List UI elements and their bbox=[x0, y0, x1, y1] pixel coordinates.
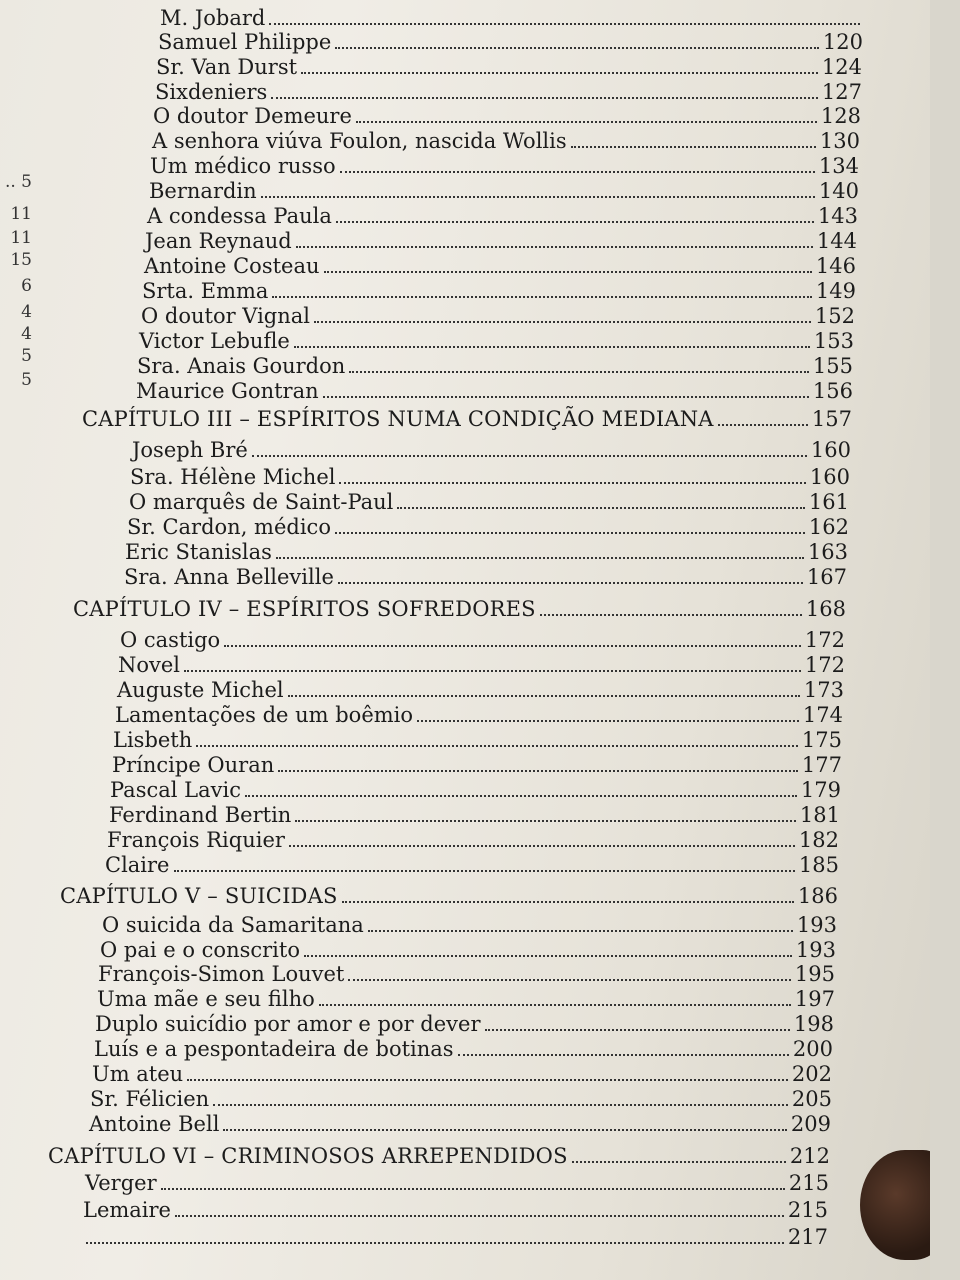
chapter-title: CAPÍTULO V – SUICIDAS bbox=[60, 884, 338, 908]
page-number: 127 bbox=[821, 80, 862, 104]
entry-title: O suicida da Samaritana bbox=[102, 913, 364, 937]
toc-entry-row bbox=[152, 129, 860, 153]
page-number: 186 bbox=[797, 884, 838, 908]
page-number: 149 bbox=[815, 279, 856, 303]
entry-title: Príncipe Ouran bbox=[112, 753, 275, 777]
dot-leader bbox=[161, 1188, 785, 1190]
page-number: 167 bbox=[806, 565, 847, 589]
dot-leader bbox=[278, 770, 798, 772]
dot-leader bbox=[540, 614, 802, 616]
dot-leader bbox=[289, 845, 795, 847]
page-number: 193 bbox=[796, 913, 837, 937]
entry-title: Sixdeniers bbox=[155, 80, 268, 104]
page-number: 128 bbox=[820, 104, 861, 128]
margin-page-number: 5 bbox=[21, 346, 32, 366]
page-number: 179 bbox=[800, 778, 841, 802]
toc-entry-row bbox=[145, 229, 857, 253]
page-number: 153 bbox=[813, 329, 854, 353]
toc-entry-row bbox=[85, 1171, 829, 1195]
toc-entry-row bbox=[125, 540, 848, 564]
dot-leader bbox=[261, 196, 815, 198]
dot-leader bbox=[245, 795, 797, 797]
dot-leader bbox=[417, 720, 799, 722]
dot-leader bbox=[572, 1161, 786, 1163]
page-number: 215 bbox=[788, 1171, 829, 1195]
entry-title: Sra. Anna Belleville bbox=[124, 565, 334, 589]
page-number: 156 bbox=[812, 379, 853, 403]
entry-title: François Riquier bbox=[107, 828, 285, 852]
entry-title: Sra. Hélène Michel bbox=[130, 465, 336, 489]
toc-entry-row bbox=[156, 55, 862, 79]
page-number: 155 bbox=[812, 354, 853, 378]
page-number: 162 bbox=[808, 515, 849, 539]
dot-leader bbox=[304, 955, 792, 957]
page-number: 120 bbox=[822, 30, 863, 54]
thumb-in-frame bbox=[860, 1150, 930, 1260]
toc-entry-row bbox=[90, 1087, 832, 1111]
entry-title: Uma mãe e seu filho bbox=[97, 987, 315, 1011]
toc-entry-row bbox=[109, 803, 840, 827]
entry-title: Sra. Anais Gourdon bbox=[137, 354, 346, 378]
page-number: 152 bbox=[814, 304, 855, 328]
entry-title: O marquês de Saint-Paul bbox=[129, 490, 394, 514]
chapter-title: CAPÍTULO VI – CRIMINOSOS ARREPENDIDOS bbox=[48, 1144, 568, 1168]
toc-entry-row bbox=[141, 304, 855, 328]
toc-entry-row bbox=[139, 329, 854, 353]
toc-entry-row bbox=[130, 465, 850, 489]
toc-chapter-row bbox=[73, 597, 846, 621]
entry-title: Um médico russo bbox=[150, 154, 336, 178]
entry-title: Antoine Costeau bbox=[144, 254, 320, 278]
toc-entry-row bbox=[100, 938, 836, 962]
toc-entry-row bbox=[155, 80, 862, 104]
page-number: 195 bbox=[794, 962, 835, 986]
toc-entry-row bbox=[83, 1198, 828, 1222]
page-number: 163 bbox=[807, 540, 848, 564]
dot-leader bbox=[269, 23, 860, 25]
toc-entry-row bbox=[118, 653, 845, 677]
entry-title: Novel bbox=[118, 653, 181, 677]
dot-leader bbox=[349, 371, 809, 373]
toc-entry-row bbox=[92, 1062, 832, 1086]
margin-page-number: 11 bbox=[10, 204, 32, 224]
entry-title: Samuel Philippe bbox=[158, 30, 332, 54]
toc-entry-row bbox=[115, 703, 843, 727]
dot-leader bbox=[368, 930, 793, 932]
page-number: 202 bbox=[791, 1062, 832, 1086]
margin-page-number: 5 bbox=[21, 370, 32, 390]
dot-leader bbox=[288, 695, 800, 697]
entry-title: Antoine Bell bbox=[89, 1112, 220, 1136]
dot-leader bbox=[314, 321, 811, 323]
dot-leader bbox=[319, 1004, 791, 1006]
page-number: 174 bbox=[802, 703, 843, 727]
page-number: 157 bbox=[811, 407, 852, 431]
dot-leader bbox=[213, 1104, 788, 1106]
toc-entry-row bbox=[110, 778, 841, 802]
page-number: 215 bbox=[787, 1198, 828, 1222]
entry-title: Verger bbox=[85, 1171, 157, 1195]
page-number: 144 bbox=[816, 229, 857, 253]
margin-page-number: 11 bbox=[10, 228, 32, 248]
dot-leader bbox=[397, 507, 805, 509]
page-number: 175 bbox=[801, 728, 842, 752]
entry-title: A condessa Paula bbox=[147, 204, 332, 228]
toc-entry-row bbox=[89, 1112, 831, 1136]
toc-entry-row bbox=[107, 828, 839, 852]
page-number: 173 bbox=[803, 678, 844, 702]
page-number: 160 bbox=[809, 465, 850, 489]
entry-title: A senhora viúva Foulon, nascida Wollis bbox=[152, 129, 567, 153]
entry-title: O castigo bbox=[120, 628, 221, 652]
entry-title: Sr. Félicien bbox=[90, 1087, 210, 1111]
entry-title: Lamentações de um boêmio bbox=[115, 703, 414, 727]
dot-leader bbox=[224, 645, 801, 647]
toc-entry-row bbox=[95, 1012, 834, 1036]
page-number: 146 bbox=[815, 254, 856, 278]
dot-leader bbox=[323, 396, 809, 398]
toc-entry-row bbox=[82, 1225, 828, 1249]
page-number: 134 bbox=[818, 154, 859, 178]
toc-entry-row bbox=[94, 1037, 833, 1061]
dot-leader bbox=[86, 1242, 784, 1244]
entry-title: Um ateu bbox=[92, 1062, 184, 1086]
toc-entry-row bbox=[112, 753, 842, 777]
toc-entry-row bbox=[137, 354, 853, 378]
page-number: 217 bbox=[787, 1225, 828, 1249]
page-number: 143 bbox=[817, 204, 858, 228]
toc-entry-row bbox=[147, 204, 858, 228]
dot-leader bbox=[571, 146, 816, 148]
toc-entry-row bbox=[136, 379, 853, 403]
page-number: 177 bbox=[801, 753, 842, 777]
toc-entry-row bbox=[144, 254, 856, 278]
toc-entry-row bbox=[142, 279, 856, 303]
page-number: 198 bbox=[793, 1012, 834, 1036]
dot-leader bbox=[296, 246, 813, 248]
entry-title: Auguste Michel bbox=[117, 678, 284, 702]
margin-page-number: 6 bbox=[21, 276, 32, 296]
toc-entry-row bbox=[132, 438, 851, 462]
toc-entry-row bbox=[105, 853, 839, 877]
toc-entry-row bbox=[98, 962, 835, 986]
toc-entry-row bbox=[129, 490, 849, 514]
entry-title: Claire bbox=[105, 853, 170, 877]
entry-title: Ferdinand Bertin bbox=[109, 803, 292, 827]
dot-leader bbox=[336, 221, 814, 223]
page-number: 197 bbox=[794, 987, 835, 1011]
dot-leader bbox=[174, 870, 795, 872]
dot-leader bbox=[718, 424, 808, 426]
toc-entry-row bbox=[150, 154, 859, 178]
page-number: 168 bbox=[805, 597, 846, 621]
dot-leader bbox=[485, 1029, 790, 1031]
entry-title: Pascal Lavic bbox=[110, 778, 241, 802]
toc-entry-row bbox=[160, 6, 864, 30]
dot-leader bbox=[271, 97, 818, 99]
page-number: 172 bbox=[804, 628, 845, 652]
toc-entry-row bbox=[149, 179, 859, 203]
page-number: 172 bbox=[804, 653, 845, 677]
entry-title: Srta. Emma bbox=[142, 279, 269, 303]
toc-chapter-row bbox=[82, 407, 852, 431]
entry-title: Duplo suicídio por amor e por dever bbox=[95, 1012, 481, 1036]
toc-entry-row bbox=[113, 728, 842, 752]
dot-leader bbox=[348, 979, 791, 981]
dot-leader bbox=[356, 121, 817, 123]
dot-leader bbox=[335, 47, 819, 49]
toc-chapter-row bbox=[48, 1144, 830, 1168]
entry-title: O doutor Vignal bbox=[141, 304, 311, 328]
page-number: 209 bbox=[790, 1112, 831, 1136]
page-number: 124 bbox=[821, 55, 862, 79]
chapter-title: CAPÍTULO IV – ESPÍRITOS SOFREDORES bbox=[73, 597, 536, 621]
toc-entry-row bbox=[158, 30, 863, 54]
entry-title: O pai e o conscrito bbox=[100, 938, 300, 962]
entry-title: Victor Lebufle bbox=[139, 329, 290, 353]
dot-leader bbox=[175, 1215, 784, 1217]
dot-leader bbox=[335, 532, 805, 534]
entry-title: Luís e a pespontadeira de botinas bbox=[94, 1037, 454, 1061]
entry-title: O doutor Demeure bbox=[153, 104, 352, 128]
dot-leader bbox=[340, 171, 815, 173]
page-number: 140 bbox=[818, 179, 859, 203]
dot-leader bbox=[324, 271, 812, 273]
toc-entry-row bbox=[153, 104, 861, 128]
toc-entry-row bbox=[102, 913, 837, 937]
entry-title: Jean Reynaud bbox=[145, 229, 292, 253]
margin-page-number: 4 bbox=[21, 302, 32, 322]
margin-page-number: 4 bbox=[21, 324, 32, 344]
page-number: 130 bbox=[819, 129, 860, 153]
entry-title: Sr. Cardon, médico bbox=[127, 515, 331, 539]
dot-leader bbox=[458, 1054, 789, 1056]
dot-leader bbox=[338, 582, 803, 584]
dot-leader bbox=[184, 670, 801, 672]
dot-leader bbox=[272, 296, 811, 298]
toc-entry-row bbox=[120, 628, 845, 652]
entry-title: Joseph Bré bbox=[132, 438, 248, 462]
entry-title: Eric Stanislas bbox=[125, 540, 272, 564]
dot-leader bbox=[339, 482, 805, 484]
page-number: 161 bbox=[808, 490, 849, 514]
toc-entry-row bbox=[97, 987, 835, 1011]
dot-leader bbox=[301, 72, 818, 74]
margin-page-number: 15 bbox=[10, 250, 32, 270]
dot-leader bbox=[276, 557, 804, 559]
entry-title: Sr. Van Durst bbox=[156, 55, 298, 79]
page-number: 193 bbox=[795, 938, 836, 962]
entry-title: Lisbeth bbox=[113, 728, 193, 752]
page-number: 160 bbox=[810, 438, 851, 462]
dot-leader bbox=[223, 1129, 786, 1131]
chapter-title: CAPÍTULO III – ESPÍRITOS NUMA CONDIÇÃO MEDIANA bbox=[82, 407, 714, 431]
entry-title: M. Jobard bbox=[160, 6, 266, 30]
dot-leader bbox=[342, 901, 794, 903]
dot-leader bbox=[294, 346, 810, 348]
margin-page-number: .. 5 bbox=[4, 172, 32, 192]
page-number: 182 bbox=[798, 828, 839, 852]
page-number: 212 bbox=[789, 1144, 830, 1168]
entry-title: Bernardin bbox=[149, 179, 257, 203]
dot-leader bbox=[252, 455, 807, 457]
dot-leader bbox=[187, 1079, 788, 1081]
page-number: 200 bbox=[792, 1037, 833, 1061]
page-number: 185 bbox=[798, 853, 839, 877]
dot-leader bbox=[196, 745, 798, 747]
entry-title: Maurice Gontran bbox=[136, 379, 319, 403]
page-number: 205 bbox=[791, 1087, 832, 1111]
toc-entry-row bbox=[117, 678, 844, 702]
toc-entry-row bbox=[124, 565, 847, 589]
entry-title: Lemaire bbox=[83, 1198, 171, 1222]
dot-leader bbox=[295, 820, 796, 822]
page-number: 181 bbox=[799, 803, 840, 827]
toc-entry-row bbox=[127, 515, 849, 539]
toc-chapter-row bbox=[60, 884, 838, 908]
entry-title: François-Simon Louvet bbox=[98, 962, 345, 986]
